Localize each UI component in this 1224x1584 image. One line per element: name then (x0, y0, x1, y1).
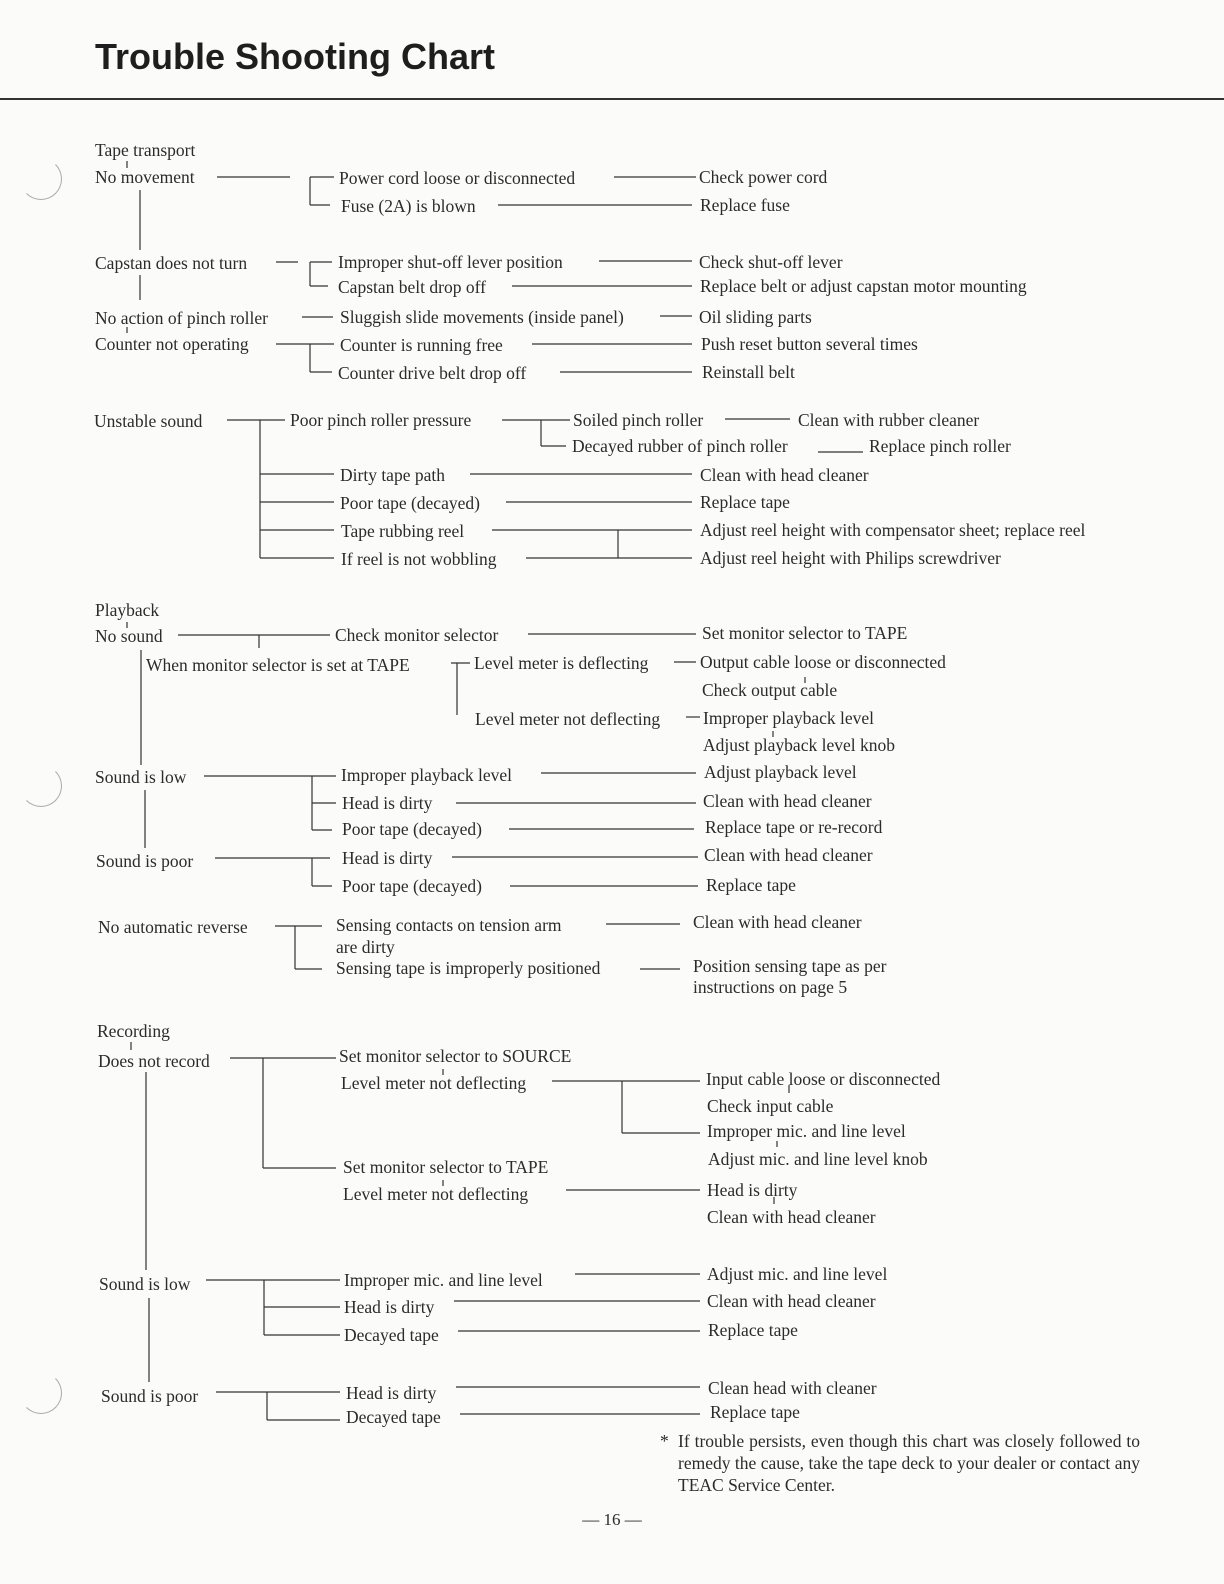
symptom: No movement (95, 167, 195, 187)
cause: Dirty tape path (340, 465, 445, 485)
remedy: Clean head with cleaner (708, 1378, 877, 1398)
cause: Level meter not deflecting (475, 709, 661, 729)
remedy: Check power cord (699, 167, 828, 187)
remedy: Replace tape or re-record (705, 817, 883, 837)
cause: Improper playback level (341, 765, 513, 785)
remedy: Check shut-off lever (699, 252, 843, 272)
footnote-star: * (660, 1431, 669, 1451)
remedy: Check output cable (702, 680, 838, 700)
cause: Head is dirty (344, 1297, 435, 1317)
remedy: Set monitor selector to TAPE (702, 623, 908, 643)
remedy: Adjust playback level knob (703, 735, 895, 755)
symptom: Sound is poor (96, 851, 194, 871)
cause: Level meter is deflecting (474, 653, 649, 673)
cause: Improper mic. and line level (344, 1270, 543, 1290)
remedy: Replace tape (700, 492, 790, 512)
symptom: No action of pinch roller (95, 308, 269, 328)
remedy: Improper mic. and line level (707, 1121, 906, 1141)
remedy: Head is dirty (707, 1180, 798, 1200)
cause: Poor pinch roller pressure (290, 410, 472, 430)
symptom: Sound is poor (101, 1386, 199, 1406)
cause: Counter is running free (340, 335, 503, 355)
cause: Tape rubbing reel (341, 521, 465, 541)
cause: Head is dirty (346, 1383, 437, 1403)
cause: When monitor selector is set at TAPE (146, 655, 410, 675)
symptom: Capstan does not turn (95, 253, 248, 273)
cause: Counter drive belt drop off (338, 363, 527, 383)
remedy: Output cable loose or disconnected (700, 652, 946, 672)
footnote-text: If trouble persists, even though this chart was closely followed to remedy the cause, take the tape deck to your dealer or contact any TEAC Service Center. (678, 1431, 1140, 1495)
cause: Sensing contacts on tension arm (336, 915, 562, 935)
symptom: Counter not operating (95, 334, 249, 354)
cause: Capstan belt drop off (338, 277, 486, 297)
remedy: Adjust reel height with compensator sheet; replace reel (700, 520, 1086, 540)
page-number: — 16 — (582, 1510, 642, 1529)
cause: Level meter not deflecting (343, 1184, 529, 1204)
remedy: Clean with rubber cleaner (798, 410, 980, 430)
remedy: Clean with head cleaner (704, 845, 873, 865)
symptom: Unstable sound (94, 411, 203, 431)
remedy: instructions on page 5 (693, 977, 848, 997)
symptom: Sound is low (95, 767, 187, 787)
remedy: Input cable loose or disconnected (706, 1069, 941, 1089)
cause: Sluggish slide movements (inside panel) (340, 307, 624, 327)
remedy: Adjust mic. and line level knob (708, 1149, 928, 1169)
cause: Poor tape (decayed) (342, 876, 482, 896)
cause: Check monitor selector (335, 625, 499, 645)
cause: Decayed tape (346, 1407, 441, 1427)
cause: Poor tape (decayed) (340, 493, 480, 513)
cause: Set monitor selector to TAPE (343, 1157, 549, 1177)
footnote (660, 1430, 1140, 1496)
remedy: Check input cable (707, 1096, 834, 1116)
remedy: Clean with head cleaner (703, 791, 872, 811)
cause: Improper shut-off lever position (338, 252, 563, 272)
cause: are dirty (336, 937, 395, 957)
cause: Head is dirty (342, 793, 433, 813)
symptom: Does not record (98, 1051, 210, 1071)
symptom: No automatic reverse (98, 917, 248, 937)
symptom: No sound (95, 626, 163, 646)
remedy: Replace pinch roller (869, 436, 1011, 456)
page-title: Trouble Shooting Chart (95, 36, 495, 77)
remedy: Clean with head cleaner (693, 912, 862, 932)
symptom: Sound is low (99, 1274, 191, 1294)
cause: Decayed tape (344, 1325, 439, 1345)
remedy: Replace tape (708, 1320, 798, 1340)
cause: Level meter not deflecting (341, 1073, 527, 1093)
remedy: Improper playback level (703, 708, 875, 728)
remedy: Adjust playback level (704, 762, 857, 782)
remedy: Clean with head cleaner (700, 465, 869, 485)
section-heading: Playback (95, 600, 160, 620)
remedy: Clean with head cleaner (707, 1207, 876, 1227)
remedy: Adjust mic. and line level (707, 1264, 888, 1284)
cause: Set monitor selector to SOURCE (339, 1046, 572, 1066)
remedy: Replace fuse (700, 195, 790, 215)
cause: If reel is not wobbling (341, 549, 497, 569)
cause: Soiled pinch roller (573, 410, 704, 430)
remedy: Replace tape (710, 1402, 800, 1422)
remedy: Push reset button several times (701, 334, 918, 354)
cause: Power cord loose or disconnected (339, 168, 576, 188)
remedy: Oil sliding parts (699, 307, 812, 327)
remedy: Clean with head cleaner (707, 1291, 876, 1311)
remedy: Reinstall belt (702, 362, 795, 382)
section-heading: Recording (97, 1021, 170, 1041)
cause: Poor tape (decayed) (342, 819, 482, 839)
remedy: Replace tape (706, 875, 796, 895)
remedy: Adjust reel height with Philips screwdriver (700, 548, 1001, 568)
section-heading: Tape transport (95, 140, 196, 160)
remedy: Position sensing tape as per (693, 956, 887, 976)
cause: Head is dirty (342, 848, 433, 868)
cause: Decayed rubber of pinch roller (572, 436, 788, 456)
cause: Fuse (2A) is blown (341, 196, 476, 216)
cause: Sensing tape is improperly positioned (336, 958, 601, 978)
remedy: Replace belt or adjust capstan motor mounting (700, 276, 1027, 296)
